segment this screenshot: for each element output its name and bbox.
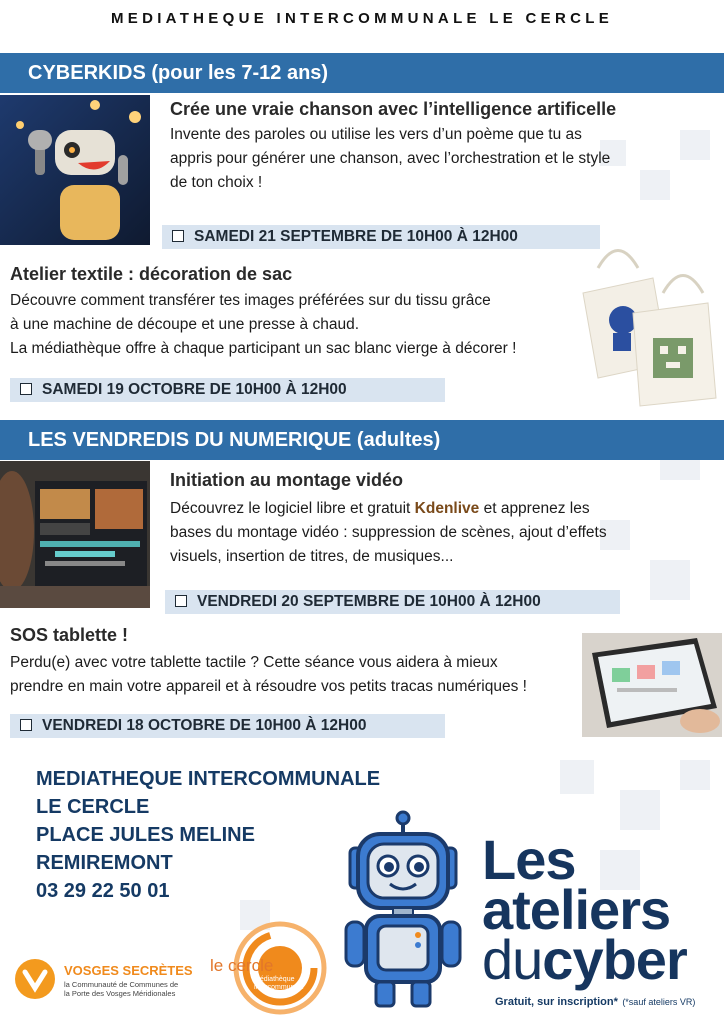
event-date: VENDREDI 18 OCTOBRE DE 10H00 À 12H00	[42, 717, 367, 734]
event-text-line: appris pour générer une chanson, avec l’orchestration et le style	[170, 150, 611, 167]
event-date: SAMEDI 19 OCTOBRE DE 10H00 À 12H00	[42, 381, 347, 398]
robot-singer-image	[0, 95, 150, 245]
event-date-bar	[162, 225, 600, 249]
page-header: MEDIATHEQUE INTERCOMMUNALE LE CERCLE	[110, 10, 614, 27]
event-text-line: Perdu(e) avec votre tablette tactile ? Cette séance vous aidera à mieux	[10, 654, 498, 671]
vosges-heart-icon	[14, 958, 56, 1000]
cercle-subtitle: médiathèque intercommunale	[254, 976, 304, 991]
vr-note: (*sauf ateliers VR)	[622, 997, 696, 1007]
wordmark-line: ateliers	[482, 878, 671, 941]
event-text-line: à une machine de découpe et une presse à chaud.	[10, 316, 360, 333]
vosges-title: VOSGES SECRÈTES	[64, 963, 193, 978]
checkbox-icon	[20, 719, 32, 731]
event-date: SAMEDI 21 SEPTEMBRE DE 10H00 À 12H00	[194, 228, 518, 245]
contact-line: REMIREMONT	[36, 852, 173, 874]
event-title: Initiation au montage vidéo	[170, 470, 404, 490]
checkbox-icon	[20, 383, 32, 395]
wordmark-line: Les	[482, 828, 576, 891]
checkbox-icon	[175, 595, 187, 607]
ateliers-cyber-wordmark	[482, 828, 722, 991]
event-sos-tablette	[10, 625, 580, 699]
section-title: CYBERKIDS (pour les 7-12 ans)	[28, 62, 329, 84]
event-atelier-textile	[10, 264, 580, 361]
vosges-secretes-logo	[14, 958, 204, 1008]
kdenlive-brand: Kdenlive	[414, 500, 480, 517]
event-text-line: La médiathèque offre à chaque participant un sac blanc vierge à décorer !	[10, 340, 517, 357]
event-text-line: Invente des paroles ou utilise les vers d’un poème que tu as	[170, 126, 582, 143]
section-title: LES VENDREDIS DU NUMERIQUE (adultes)	[28, 429, 441, 451]
event-text-line: Découvre comment transférer tes images préférées sur du tissu grâce	[10, 292, 491, 309]
event-text-line: Découvrez le logiciel libre et gratuit Kdenlive et apprenez les	[170, 500, 590, 517]
cercle-word: le cercle	[210, 956, 274, 975]
event-date-bar	[10, 714, 445, 738]
video-editing-image	[0, 461, 150, 608]
vosges-subtitle: la Communauté de Communes de la Porte des Vosges Méridionales	[64, 980, 179, 998]
wordmark-line: ducyber	[482, 928, 687, 991]
event-text-line: prendre en main votre appareil et à résoudre vos petits tracas numériques !	[10, 678, 527, 695]
event-montage-video	[170, 470, 720, 569]
tablet-image	[582, 633, 722, 737]
event-date: VENDREDI 20 SEPTEMBRE DE 10H00 À 12H00	[197, 593, 541, 610]
contact-line: PLACE JULES MELINE	[36, 824, 255, 846]
event-title: SOS tablette !	[10, 625, 129, 645]
section-band-vendredis	[0, 420, 724, 460]
event-date-bar	[165, 590, 620, 614]
event-title: Crée une vraie chanson avec l’intelligence artificelle	[170, 99, 617, 119]
contact-phone: 03 29 22 50 01	[36, 880, 170, 902]
event-text-line: de ton choix !	[170, 174, 263, 191]
event-date-bar	[10, 378, 445, 402]
event-text-line: visuels, insertion de titres, de musiques...	[170, 548, 454, 565]
contact-line: MEDIATHEQUE INTERCOMMUNALE	[36, 768, 381, 790]
checkbox-icon	[172, 230, 184, 242]
event-text-line: bases du montage vidéo : suppression de scènes, ajout d’effets	[170, 524, 607, 541]
contact-line: LE CERCLE	[36, 796, 150, 818]
contact-block	[36, 765, 380, 905]
gratuit-note	[495, 992, 695, 1010]
le-cercle-logo	[210, 918, 330, 1018]
gratuit-text: Gratuit, sur inscription*	[495, 996, 618, 1008]
tote-bags-image	[578, 238, 718, 408]
section-band-cyberkids	[0, 53, 724, 93]
event-title: Atelier textile : décoration de sac	[10, 264, 293, 284]
robot-mascot	[338, 810, 468, 1015]
event-cyberkids-song	[170, 99, 720, 195]
